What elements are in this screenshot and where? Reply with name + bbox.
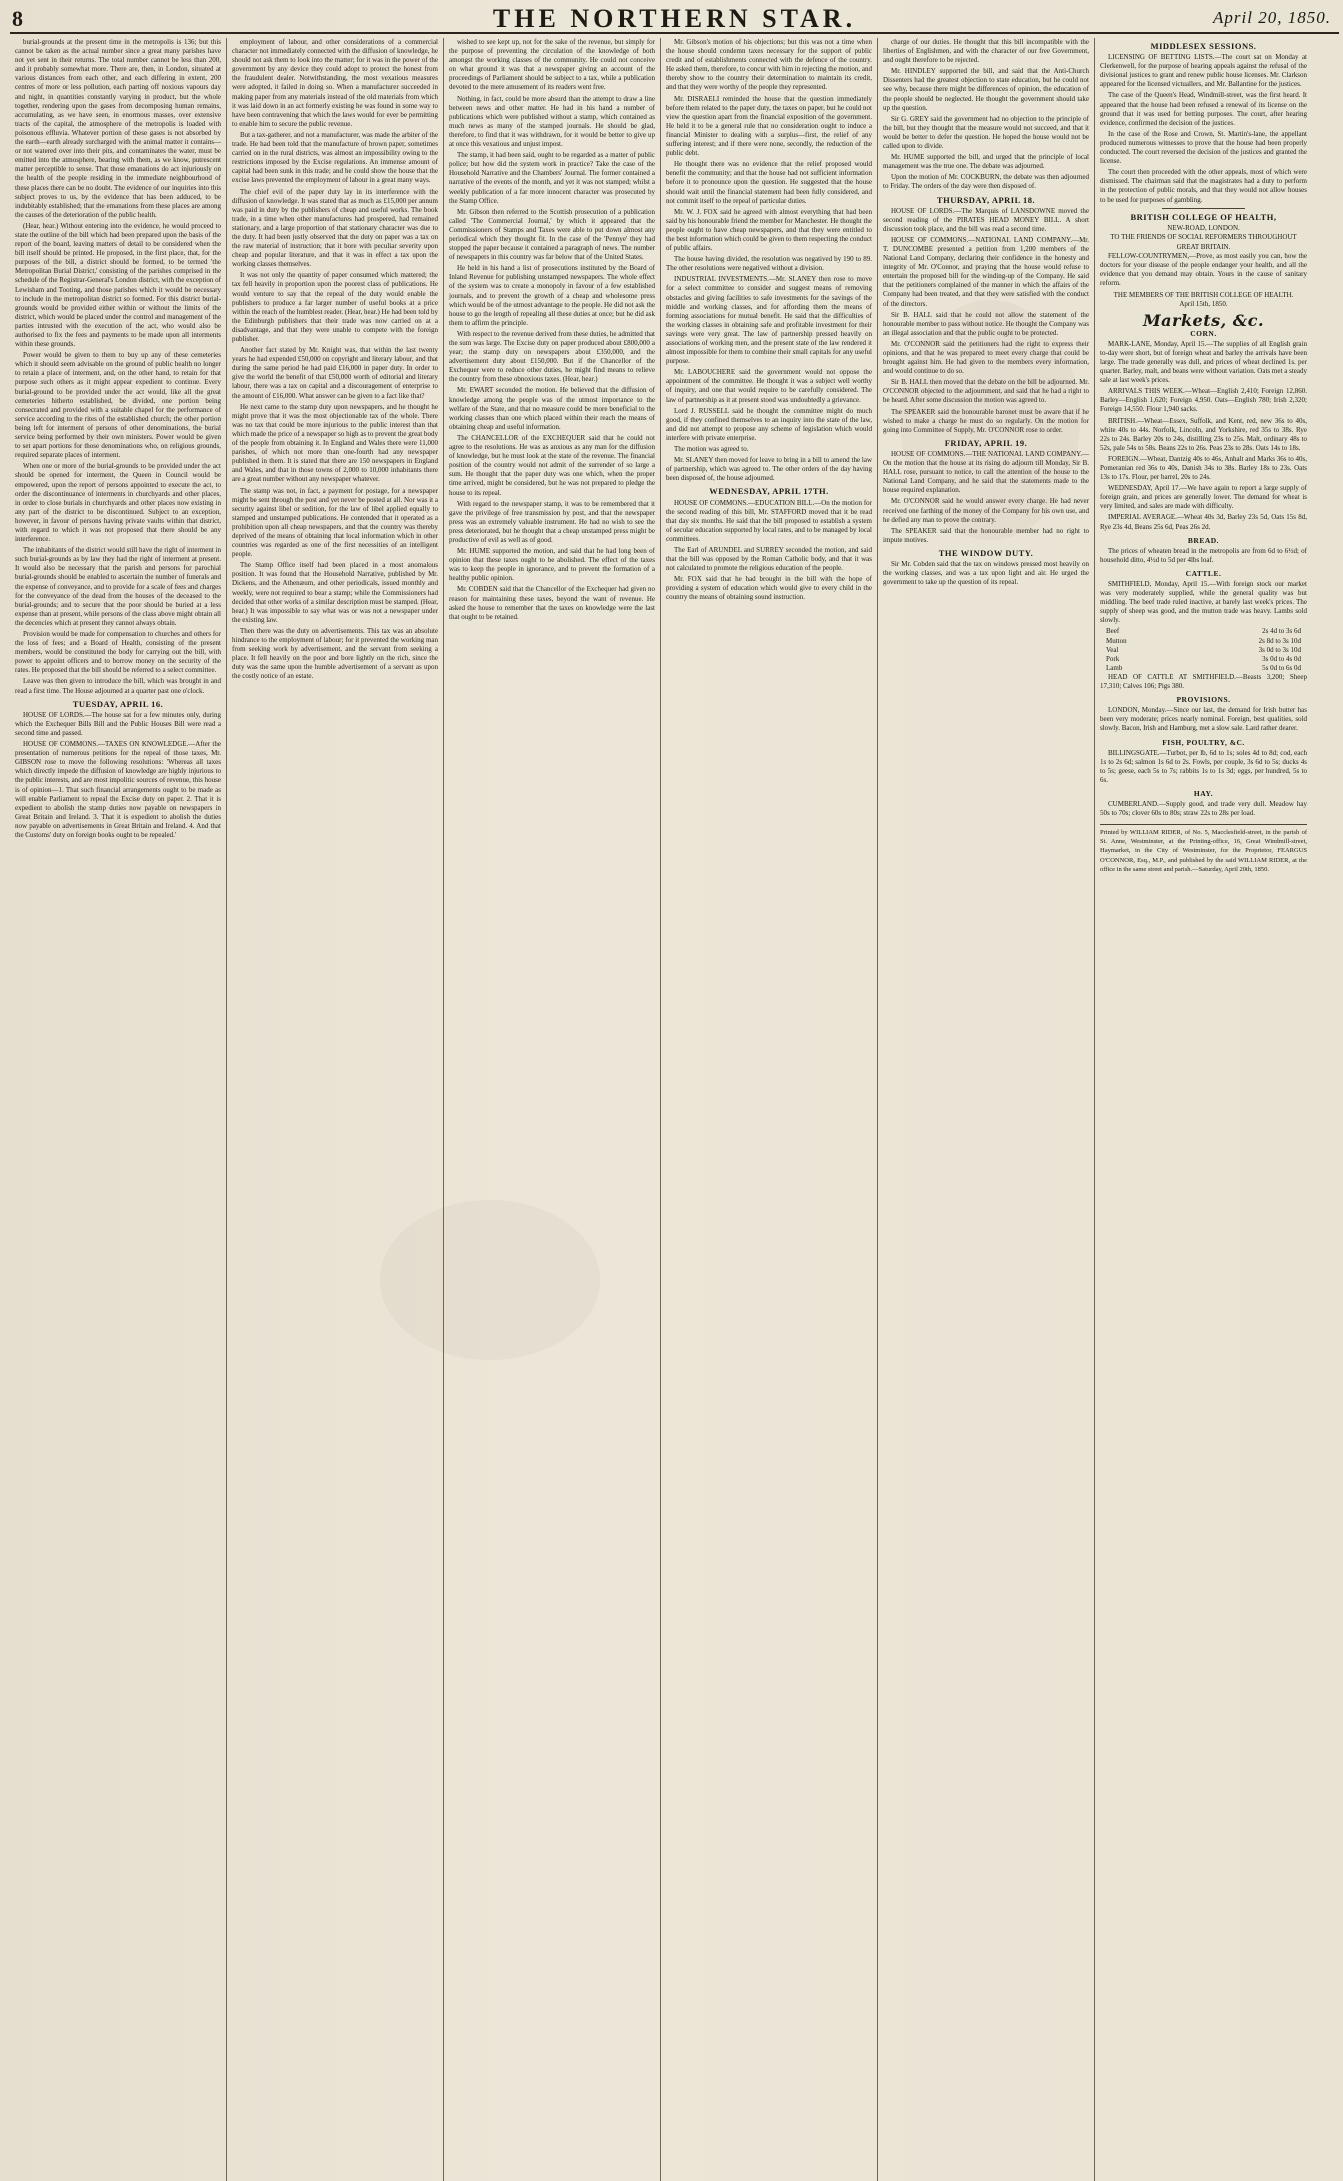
- article-paragraph: The chief evil of the paper duty lay in its interference with the diffusion of knowledge. It was stated that as much as £15,000 per annum was paid in duty by the publishers of cheap and useful works. The book trade, in a time when other manufactures had prospered, had remained stationary, and a large proportion of that stationary character was due to the duty. It had been justly observed that the duty on paper was a tax on the raw material of instruction; that it bore with peculiar severity upon cheap and popular literature, and that it was in effect a tax upon the working classes themselves.: [232, 187, 438, 269]
- section-heading: CATTLE.: [1185, 568, 1222, 578]
- section-heading: FISH, POULTRY, &C.: [1162, 737, 1245, 747]
- newspaper-title: THE NORTHERN STAR.: [492, 4, 857, 33]
- price-item: Lamb: [1106, 663, 1123, 672]
- article-paragraph: Mr. COBDEN said that the Chancellor of the Exchequer had given no reason for maintaining these taxes, beyond the want of revenue. He asked the house to remember that the taxes on knowledge were the last that ought to be retained.: [449, 585, 655, 621]
- article-paragraph: Provision would be made for compensation to churches and others for the loss of fees; and a Board of Health, consisting of the present members, would be constituted the body for carrying out the bill, with power to appoint officers and to borrow money on the security of the rates. He proposed that the bill should be referred to a select committee.: [15, 630, 221, 675]
- article-paragraph: The case of the Queen's Head, Windmill-street, was the first heard. It appeared that the house had been refused a renewal of its license on the ground that it was used for betting purposes. The court, after hearing evidence, confirmed the decision of the justices.: [1100, 91, 1307, 127]
- article-paragraph: The house having divided, the resolution was negatived by 190 to 89. The other resolutions were negatived without a division.: [666, 255, 872, 273]
- article-paragraph: With regard to the newspaper stamp, it was to be remembered that it gave the privilege of free transmission by post, and that the newspaper press was an extremely valuable instrument. He had no wish to see the press deteriorated, but he thought that a cheap unstamped press might be productive of evil as well as of good.: [449, 499, 655, 544]
- article-paragraph: The Stamp Office itself had been placed in a most anomalous position. It was found that the Household Narrative, published by Mr. Dickens, and the Athenæum, and other periodicals, issued monthly and weekly, were not required to bear a stamp; while the Commissioners had decided that other works of a similar description must be stamped. (Hear, hear.) It was impossible to say what was or was not a newspaper under the existing law.: [232, 561, 438, 624]
- article-paragraph: FOREIGN.—Wheat, Dantzig 40s to 46s, Anhalt and Marks 36s to 40s, Pomeranian red 36s to 40s, Danish 34s to 38s. Barley 18s to 23s. Oats 13s to 17s. Flour, per barrel, 20s to 24s.: [1100, 454, 1307, 482]
- article-paragraph: The stamp was not, in fact, a payment for postage, for a newspaper might be sent through the post and yet never be posted at all. Nor was it a security against libel or sedition, for the law of libel applied equally to stamped and unstamped publications. He contended that it operated as a prohibition upon all cheap newspapers, and that the country was thereby deprived of the means of obtaining that local information which in other countries was regarded as one of the first necessities of an intelligent people.: [232, 486, 438, 559]
- notice-line: NEW-ROAD, LONDON.: [1167, 223, 1240, 232]
- price-value: 3s 0d to 4s 0d: [1262, 654, 1301, 663]
- section-heading: PROVISIONS.: [1176, 695, 1231, 705]
- article-paragraph: Leave was then given to introduce the bill, which was brought in and read a first time. The House adjourned at a quarter past one o'clock.: [15, 677, 221, 695]
- article-paragraph: The SPEAKER said the honourable baronet must be aware that if he wished to make a charge he must do so regularly. On the motion for going into Committee of Supply, Mr. O'CONNOR rose to order.: [883, 407, 1089, 434]
- article-paragraph: In the case of the Rose and Crown, St. Martin's-lane, the appellant produced numerous witnesses to prove that the house had been properly conducted. The court reversed the decision of the justices and granted the license.: [1100, 129, 1307, 166]
- article-paragraph: WEDNESDAY, April 17.—We have again to report a large supply of foreign grain, and prices are generally lower. The demand for wheat is very limited, and sales are made with difficulty.: [1100, 484, 1307, 511]
- article-paragraph: Mr. HUME supported the bill, and urged that the principle of local management was the true one. The debate was adjourned.: [883, 153, 1089, 171]
- article-paragraph: HEAD OF CATTLE AT SMITHFIELD.—Beasts 3,200; Sheep 17,310; Calves 106; Pigs 380.: [1100, 672, 1307, 691]
- article-paragraph: He next came to the stamp duty upon newspapers, and he thought he might prove that it was the most objectionable tax of the whole. There was no tax that could be more injurious to the public interest than that which made the price of a newspaper so high as to prevent the great body of the people from obtaining it. In England and Wales there were 11,000 parishes, of which not more than one-fourth had any newspaper published in them. It is stated that there are 150 newspapers in England and Wales, and that in those towns of 2,000 to 10,000 inhabitants there are a great number without any newspaper whatever.: [232, 402, 438, 484]
- article-paragraph: wished to see kept up, not for the sake of the revenue, but simply for the purpose of preventing the circulation of the knowledge of both amongst the working classes of the community. He could not conceive on what ground it was that a newspaper giving an account of the proceedings of Parliament should be subject to a tax, while a publication devoted to the mere amusement of its readers went free.: [449, 38, 655, 92]
- column-1: [10, 38, 227, 2181]
- section-heading: THURSDAY, APRIL 18.: [936, 194, 1036, 205]
- article-paragraph: INDUSTRIAL INVESTMENTS.—Mr. SLANEY then rose to move for a select committee to consider and suggest means of removing obstacles and giving facilities to safe investments for the savings of the middle and working classes, and for affording them the means of forming associations for mutual benefit. He said that the difficulties of the working classes in obtaining safe and profitable investment for their savings were very great. The law of partnership pressed heavily on associations of working men, and the present state of the law rendered it almost impossible for them to combine their small capitals for any useful purpose.: [666, 275, 872, 366]
- article-paragraph: Sir Mr. Cobden said that the tax on windows pressed most heavily on the working classes, and was a tax upon light and air. He urged the government to take up the question of its repeal.: [883, 559, 1089, 587]
- article-paragraph: HOUSE OF LORDS.—The Marquis of LANSDOWNE moved the second reading of the PIRATES HEAD MONEY BILL. A short discussion took place, and the bill was read a second time.: [883, 206, 1089, 233]
- printer-imprint: Printed by WILLIAM RIDER, of No. 5, Macclesfield-street, in the parish of St. Anne, Westminster, at the Printing-office, 16, Great Windmill-street, Haymarket, in the City of Westminster, for the Proprietor, FEARGUS O'CONNOR, Esq., M.P., and published by the said WILLIAM RIDER, at the office in the same street and parish.—Saturday, April 20th, 1850.: [1100, 824, 1307, 873]
- divider: [1162, 208, 1245, 209]
- section-heading: CORN.: [1190, 328, 1217, 338]
- article-paragraph: BRITISH.—Wheat—Essex, Suffolk, and Kent, red, new 36s to 40s, white 40s to 44s. Norfolk, Lincoln, and Yorkshire, red 35s to 38s. Rye 22s to 24s. Barley 20s to 24s, distilling 23s to 25s. Malt, ordinary 48s to 52s, pale 54s to 58s. Beans 22s to 26s. Peas 23s to 28s. Oats 14s to 18s.: [1100, 416, 1307, 452]
- column-4: [661, 38, 878, 2181]
- article-paragraph: The SPEAKER said that the honourable member had no right to impute motives.: [883, 526, 1089, 544]
- price-item: Beef: [1106, 627, 1120, 636]
- article-paragraph: Nothing, in fact, could be more absurd than the attempt to draw a line between news and other matter. He had in his hand a number of publications which were published without a stamp, which contained as much news as many of the stamped journals. He should be glad, therefore, to find that it was withdrawn, for it would be better to give up at once this vexatious and unjust impost.: [449, 94, 655, 149]
- article-paragraph: The Earl of ARUNDEL and SURREY seconded the motion, and said that the bill was opposed by the Roman Catholic body, and that it was not calculated to promote the religious education of the people.: [666, 545, 872, 573]
- article-paragraph: burial-grounds at the present time in the metropolis is 136; but this cannot be taken as the actual number since a great many parishes have not yet sent in their returns. The total number cannot be less than 200, and it probably somewhat more. There are, then, in London, situated at various distances from each other, and each differing in extent, 200 centres of more or less pollution, each parting off noxious vapours day and night, in quantities constantly varying in product, but the whole together, rendering upon the gases from decomposing human remains, accumulating, as we have seen, in enormous masses, over extensive tracts of the capital, the atmosphere of the metropolis is loaded with poisonous effluvia. Whatever portion of these gases is not absorbed by the earth—earth already surcharged with the animal matter it contains—or not watered over into their pits, and contaminates the water, must be emitted into the atmosphere, bearing with them, as we know, putrescent matter perceptible to sense. That those emanations do act injuriously on the health of the people residing in the immediate neighbourhood of these places there can be no doubt. The evidence of our inquiries into this subject proves to us, by the evidence that has been adduced, to be indubitably established; that the emanations from these places are among the causes of the deterioration of the public health.: [15, 38, 221, 219]
- price-row: [1100, 646, 1307, 655]
- masthead: [10, 4, 1339, 34]
- article-paragraph: Mr. Gibson's motion of his objections; but this was not a time when the house should condemn taxes necessary for the support of public credit and of establishments connected with the defence of the country. He asked them, therefore, to concur with him in rejecting the motion, and thereby show to the country their determination to maintain its credit, and that they were worthy of the people they represented.: [666, 38, 872, 92]
- notice-line: April 15th, 1850.: [1179, 300, 1228, 309]
- column-6: [1095, 38, 1312, 2181]
- price-row: [1100, 627, 1307, 636]
- article-paragraph: LONDON, Monday.—Since our last, the demand for Irish butter has been very moderate; prices nearly nominal. Foreign, best qualities, sold slowly. Bacon, Irish and Hamburg, met a slow sale. Lard rather dearer.: [1100, 706, 1307, 733]
- section-heading: THE WINDOW DUTY.: [938, 547, 1034, 558]
- article-paragraph: ARRIVALS THIS WEEK.—Wheat—English 2,410; Foreign 12,860. Barley—English 1,620; Foreign 4,950. Oats—English 780; Irish 2,320; Foreign 14,550. Flour 1,940 sacks.: [1100, 387, 1307, 414]
- column-2: [227, 38, 444, 2181]
- article-paragraph: The stamp, it had been said, ought to be regarded as a matter of public police; but how did the system work in practice? Take the case of the Household Narrative and the Chambers' Journal. The former contained a narrative of the events of the month, and yet it was not stamped; whilst a weekly publication of a far more innocent character was prosecuted by the Stamp Office.: [449, 151, 655, 205]
- article-paragraph: Mr. FOX said that he had brought in the bill with the hope of providing a system of education which would give to every child in the country the means of obtaining sound instruction.: [666, 575, 872, 602]
- price-value: 5s 0d to 6s 0d: [1262, 663, 1301, 672]
- section-heading: WEDNESDAY, APRIL 17TH.: [709, 486, 829, 497]
- article-paragraph: Sir B. HALL then moved that the debate on the bill be adjourned. Mr. O'CONNOR objected to the adjournment, and said that he had a right to be heard. After some discussion the motion was agreed to.: [883, 378, 1089, 405]
- article-paragraph: The inhabitants of the district would still have the right of interment in such burial-grounds as by law they had the right of interment at present. It would also be necessary that the parish and persons for parochial burial-grounds should be enabled to ascertain the number of funerals and the expense of conveyance, and to provide for a scale of fees and charges for the conveyance of the dead from the houses of the deceased to the burial-grounds; and to secure that the poor should be buried at a less expense than at present, while persons of the class above might obtain all the decencies which at present they cannot always obtain.: [15, 546, 221, 627]
- article-paragraph: Power would be given to them to buy up any of these cemeteries which it should seem advisable on the ground of public health no longer to retain a place of interment, and, on the other hand, to retain for that purpose such others as it might appear expedient to continue. Every burial-ground to be provided under the act would, like all the great cemeteries hitherto established, be divided, one portion being consecrated and provided with a suitable chapel for the performance of service according to the rites of the established church; the other portion being left for interment of persons of other denominations, the burial service being performed by their own ministers. Power would be given to set apart portions for those denominations who, on religious grounds, required separate places of interment.: [15, 351, 221, 460]
- article-paragraph: With respect to the revenue derived from these duties, he admitted that the sum was large. The Excise duty on paper produced about £800,000 a year; the stamp duty on newspapers about £350,000, and the advertisement duty about £150,000. But if the Chancellor of the Exchequer were to reduce other duties, he might find means to relieve the country from these obnoxious taxes. (Hear, hear.): [449, 329, 655, 384]
- article-paragraph: Mr. EWART seconded the motion. He believed that the diffusion of knowledge among the people was of the utmost importance to the welfare of the State, and that no measure could be more beneficial to the working classes than one which placed within their reach the means of obtaining cheap and useful information.: [449, 386, 655, 431]
- page-number: 8: [12, 6, 23, 31]
- article-paragraph: IMPERIAL AVERAGE.—Wheat 40s 3d, Barley 23s 5d, Oats 15s 8d, Rye 23s 4d, Beans 25s 6d, Peas 26s 2d.: [1100, 513, 1307, 531]
- article-paragraph: FELLOW-COUNTRYMEN,—Prove, as most easily you can, how the doctors for your disease of the people endanger your health, and all the evidence that you demand may obtain. Yours in the cause of sanitary reform.: [1100, 252, 1307, 288]
- price-row: [1100, 655, 1307, 664]
- article-paragraph: MARK-LANE, Monday, April 15.—The supplies of all English grain to-day were short, but of foreign wheat and barley the arrivals have been large. The trade generally was dull, and prices of wheat declined 1s. per quarter. Barley, malt, and beans were without variation. Oats met a steady sale at last week's prices.: [1100, 339, 1307, 385]
- article-paragraph: The motion was agreed to.: [674, 445, 749, 454]
- article-paragraph: The court then proceeded with the other appeals, most of which were dismissed. The chairman said that the magistrates had a duty to perform in the protection of public morals, and that they would not allow houses to be used for purposes of gambling.: [1100, 168, 1307, 204]
- article-paragraph: Then there was the duty on advertisements. This tax was an absolute hindrance to the employment of labour; for it prevented the working man from seeking work by advertisement, and the servant from seeking a place. It fell heavily on the poor and bore lightly on the rich, since the duty was the same upon the humble advertisement of a servant as upon the costly notice of an estate.: [232, 626, 438, 681]
- article-paragraph: When one or more of the burial-grounds to be provided under the act should be opened for interment, the Queen in Council would be empowered, upon the report of persons appointed to execute the act, to order the discontinuance of interments in churchyards and other places, in order to close burials in churchyards and other places now existing in any part of the district to be discontinued. Subject to an exception, however, in favour of persons having private vaults within that district, with regard to which it was not proposed that there should be any interference.: [15, 462, 221, 544]
- article-paragraph: (Hear, hear.) Without entering into the evidence, he would proceed to state the outline of the bill which had been prepared upon the basis of the report of the board, leaving matters of detail to be considered when the bill itself should be printed. He proposed, in the first place, that, for the purposes of the bill, a district should be formed, to be termed 'the Metropolitan Burial District,' consisting of the parishes comprised in the schedule of the Registrar-General's London district, with the exception of Lewisham and Tooting, and those parishes which it would be necessary to include in the metropolitan district so formed. For this district burial-grounds would be provided either within or without the limits of the district, which would be placed under the control and management of the parties intrusted with the execution of the act, who would also be authorised to fix the fees and payments to be made upon all interments within these grounds.: [15, 221, 221, 349]
- article-paragraph: LICENSING OF BETTING LISTS.—The court sat on Monday at Clerkenwell, for the purpose of hearing appeals against the refusal of the divisional justices to grant and renew public house licenses. Mr. Clarkson appeared for the licensed victuallers, and Mr. Ballantine for the justices.: [1100, 53, 1307, 89]
- section-heading: BRITISH COLLEGE OF HEALTH,: [1130, 211, 1277, 222]
- article-paragraph: It was not only the quantity of paper consumed which mattered; the tax fell heavily in proportion upon the poorest class of publications. He would venture to say that the repeal of the duty would enable the publishers to produce a far larger number of useful books at a price within the reach of the humblest reader. (Hear, hear.) He had been told by the Edinburgh publishers that their trade was now carried on at a disadvantage, and that they were unable to compete with the foreign publisher.: [232, 271, 438, 343]
- notice-line: TO THE FRIENDS OF SOCIAL REFORMERS THROUGHOUT GREAT BRITAIN.: [1110, 233, 1297, 251]
- price-row: [1100, 637, 1307, 646]
- article-paragraph: HOUSE OF COMMONS.—TAXES ON KNOWLEDGE.—After the presentation of numerous petitions for the repeal of those taxes, Mr. GIBSON rose to move the following resolutions: 'Whereas all taxes which directly impede the diffusion of knowledge are highly injurious to the public interests, and are most impolitic sources of revenue, this house is of opinion—1. That such financial arrangements ought to be made as will enable Parliament to repeal the Excise duty on paper. 2. That it is expedient to abolish the stamp duties now payable on newspapers in Great Britain and Ireland. 3. That it is expedient to abolish the duties now payable on advertisements in Great Britain and Ireland. 4. And that the Customs' duty on foreign books ought to be repealed.': [15, 740, 221, 839]
- section-heading: BREAD.: [1187, 535, 1220, 545]
- article-paragraph: SMITHFIELD, Monday, April 15.—With foreign stock our market was very moderately supplied, while the general quality was but middling. The beef trade ruled inactive, at barely last week's prices. The supply of sheep was good, and the mutton trade was heavy. Lambs sold slowly.: [1100, 580, 1307, 625]
- article-paragraph: HOUSE OF COMMONS.—THE NATIONAL LAND COMPANY.—On the motion that the house at its rising do adjourn till Monday, Sir B. HALL rose, pursuant to notice, to call the attention of the house to the National Land Company, and he said that the statements made to the house required explanation.: [883, 449, 1089, 495]
- article-paragraph: Mr. LABOUCHERE said the government would not oppose the appointment of the committee. He thought it was a subject well worthy of inquiry, and one that would require to be carefully considered. The law of partnership as it at present stood was undoubtedly a grievance.: [666, 368, 872, 404]
- article-paragraph: He thought there was no evidence that the relief proposed would benefit the community; and that the house had not sufficient information before it to pronounce upon the question. He suggested that the house should wait until the financial statement had been fully considered, and not commit itself to the repeal of particular duties.: [666, 160, 872, 205]
- section-heading: HAY.: [1193, 788, 1214, 798]
- column-5: [878, 38, 1095, 2181]
- article-paragraph: But a tax-gatherer, and not a manufacturer, was made the arbiter of the trade. He had been told that the manufacture of brown paper, sometimes carried on in the rural districts, was almost an impossibility owing to the restrictions imposed by the Excise regulations. An immense amount of capital had been sunk in this trade; and he could show the house that the excise laws prevented the employment of labour in a great many ways.: [232, 130, 438, 185]
- article-paragraph: The CHANCELLOR of the EXCHEQUER said that he could not agree to the resolutions. He was as anxious as any man for the diffusion of knowledge, but he must look at the state of the revenue. The financial position of the country would not admit of the surrender of so large a sum. He thought that the paper duty was one which, when the proper time arrived, might be considered, but he was not prepared to pledge the house to its repeal.: [449, 433, 655, 497]
- article-paragraph: Mr. O'CONNOR said he would answer every charge. He had never received one farthing of the money of the Company for his own use, and he defied any man to prove the contrary.: [883, 497, 1089, 524]
- article-paragraph: The prices of wheaten bread in the metropolis are from 6d to 6½d; of household ditto, 4½d to 5d per 4lbs loaf.: [1100, 546, 1307, 564]
- price-item: Pork: [1106, 654, 1120, 663]
- article-paragraph: Another fact stated by Mr. Knight was, that within the last twenty years he had expended £50,000 on copyright and literary labour, and that during the same period he had paid £16,000 in paper duty. In order to give the world the benefit of that £50,000 worth of editorial and literary labour, there was a tax on capital and a discouragement of enterprise to the amount of £16,000. What answer can be given to a fact like that?: [232, 346, 438, 400]
- article-paragraph: CUMBERLAND.—Supply good, and trade very dull. Meadow hay 50s to 70s; clover 60s to 80s; straw 22s to 28s per load.: [1100, 800, 1307, 818]
- article-paragraph: charge of our duties. He thought that this bill incompatible with the liberties of Englishmen, and with the character of our free Government, and ought therefore to be rejected.: [883, 38, 1089, 65]
- columns: [10, 38, 1339, 2181]
- price-value: 2s 8d to 3s 10d: [1258, 636, 1301, 645]
- article-paragraph: Mr. SLANEY then moved for leave to bring in a bill to amend the law of partnership, which was agreed to. The other orders of the day having been disposed of, the house adjourned.: [666, 456, 872, 483]
- article-paragraph: HOUSE OF COMMONS.—EDUCATION BILL.—On the motion for the second reading of this bill, Mr. STAFFORD moved that it be read that day six months. He said that the bill proposed to establish a system of secular education supported by local rates, and to be managed by local committees.: [666, 498, 872, 543]
- article-paragraph: Sir B. HALL said that he could not allow the statement of the honourable member to pass without notice. He thought the Company was an illegal association and that the public ought to be protected.: [883, 310, 1089, 337]
- column-3: [444, 38, 661, 2181]
- issue-date: April 20, 1850.: [1213, 8, 1331, 27]
- price-value: 3s 0d to 3s 10d: [1258, 645, 1301, 654]
- price-item: Mutton: [1106, 636, 1127, 645]
- article-paragraph: Mr. HUME supported the motion, and said that he had long been of opinion that these taxes ought to be abolished. The effect of the taxes was to keep the people in ignorance, and to prevent the formation of a healthy public opinion.: [449, 547, 655, 583]
- article-paragraph: Mr. DISRAELI reminded the house that the question immediately before them related to the paper duty, the taxes on paper, but he could not view the question apart from the financial exposition of the government. He held it to be a general rule that no consideration ought to induce a financial Minister to dealing with a surplus—first, the relief of any suffering interest; and if there were none, secondly, the reduction of the public debt.: [666, 94, 872, 158]
- section-heading: MIDDLESEX SESSIONS.: [1150, 41, 1257, 51]
- article-paragraph: HOUSE OF COMMONS.—NATIONAL LAND COMPANY.—Mr. T. DUNCOMBE presented a petition from 1,200 members of the National Land Company, declaring their confidence in the honesty and integrity of Mr. O'Connor, and praying that the house would refuse to entertain the proposed bill for the winding-up of the Company. He said that the petitioners complained of the manner in which the affairs of the Company had been treated, and that they were satisfied with the conduct of the directors.: [883, 235, 1089, 308]
- article-paragraph: Lord J. RUSSELL said he thought the committee might do much good, if they confined themselves to an inquiry into the state of the law, and did not attempt to propose any scheme of legislation which would interfere with private enterprise.: [666, 406, 872, 442]
- article-paragraph: employment of labour, and other considerations of a commercial character not immediately connected with the diffusion of knowledge, he should not ask them to look into the matter; for it was in the power of the government by any device they could adopt to protect the honest from the fraudulent dealer. Notwithstanding, the most vexatious measures were adopted, it failed in doing so. When a manufacturer succeeded in making paper from any materials instead of the old materials from which it was laid down in an act formerly existing he was found in some way to have been contravening that which the laws would for ever be permitting to enable him to secure the public revenue.: [232, 38, 438, 128]
- price-item: Veal: [1106, 645, 1119, 654]
- article-paragraph: Mr. Gibson then referred to the Scottish prosecution of a publication called 'The Commercial Journal,' by which it appeared that the Commissioners of Stamps and Taxes were able to put down almost any periodical which they thought fit. In the case of the 'Pennye' they had stopped the paper because it contained a paragraph of news. The number of newspapers in this country was far below that of the United States.: [449, 207, 655, 262]
- article-paragraph: Upon the motion of Mr. COCKBURN, the debate was then adjourned to Friday. The orders of the day were then disposed of.: [883, 173, 1089, 191]
- article-paragraph: HOUSE OF LORDS.—The house sat for a few minutes only, during which the Exchequer Bills Bill and the Public Houses Bill were read a second time and passed.: [15, 710, 221, 737]
- article-paragraph: Mr. W. J. FOX said he agreed with almost everything that had been said by his honourable friend the member for Manchester. He thought the people ought to have cheap newspapers, and that they were entitled to the best information which could be given to them respecting the conduct of public affairs.: [666, 207, 872, 253]
- article-paragraph: BILLINGSGATE.—Turbot, per lb, 6d to 1s; soles 4d to 8d; cod, each 1s to 2s 6d; salmon 1s 6d to 2s. Fowls, per couple, 3s 6d to 5s; ducks 4s to 5s; geese, each 5s to 7s; rabbits 1s to 1s 3d; eggs, per hundred, 5s to 6s.: [1100, 748, 1307, 784]
- article-paragraph: Sir G. GREY said the government had no objection to the principle of the bill, but they thought that the measure would not succeed, and that it would be better to defer the question. He hoped the house would not be called upon to divide.: [883, 114, 1089, 151]
- section-heading: TUESDAY, APRIL 16.: [72, 698, 164, 709]
- article-paragraph: He held in his hand a list of prosecutions instituted by the Board of Inland Revenue for publishing unstamped newspapers. The whole effect of the system was to create a monopoly in favour of a few established journals, and to prevent the growth of a cheap and wholesome press which would be of the utmost advantage to the people. He did not ask the house to go the length of repealing all these duties at once; but he did ask them to affirm the principle.: [449, 264, 655, 327]
- price-row: [1100, 664, 1307, 673]
- price-value: 2s 4d to 3s 6d: [1262, 627, 1301, 636]
- section-heading: Markets, &c.: [1142, 310, 1265, 330]
- section-heading: FRIDAY, APRIL 19.: [944, 437, 1028, 448]
- article-paragraph: Mr. HINDLEY supported the bill, and said that the Anti-Church Dissenters had the greatest objection to state education, but he could not see why, because there might be differences of opinion, the education of the people should be neglected. He thought the government should take up the question.: [883, 67, 1089, 112]
- notice-line: THE MEMBERS OF THE BRITISH COLLEGE OF HEALTH.: [1113, 290, 1294, 299]
- article-paragraph: Mr. O'CONNOR said the petitioners had the right to express their opinions, and that he was prepared to meet every charge that could be brought against him. He had given to the members every information, and would continue to do so.: [883, 339, 1089, 376]
